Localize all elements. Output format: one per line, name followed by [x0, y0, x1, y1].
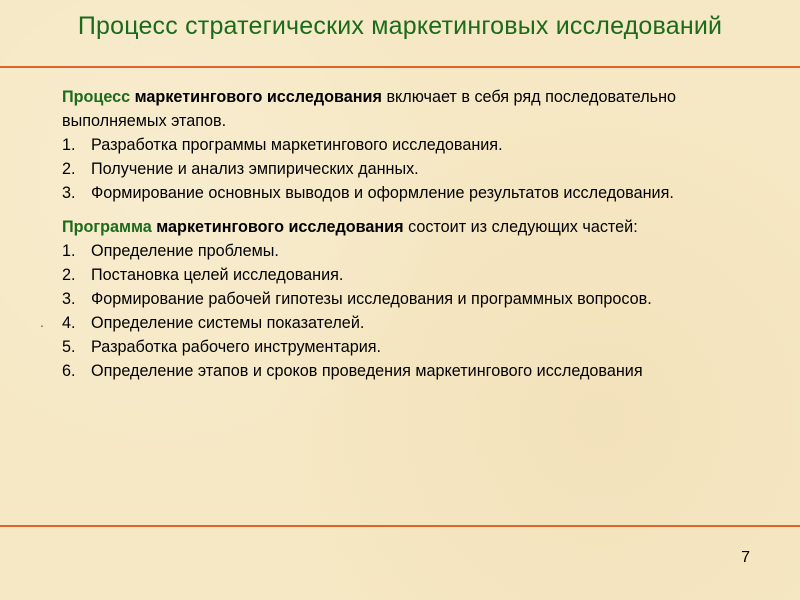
section1-intro: [62, 85, 722, 133]
section2-intro: [62, 215, 722, 239]
bottom-divider: [0, 525, 800, 527]
list-item-number: 2.: [62, 160, 76, 178]
section2-lead-bold: маркетингового исследования: [156, 218, 404, 236]
list-item: [62, 157, 722, 181]
section1-lead-rest: включает в себя ряд последовательно выполняемых этапов.: [62, 88, 677, 130]
list-item-text: Определение этапов и сроков проведения маркетингового исследования: [91, 362, 643, 380]
list-item: [62, 287, 722, 311]
stray-dot-mark: .: [40, 314, 44, 330]
list-item-text: Постановка целей исследования.: [91, 266, 344, 284]
slide-title: Процесс стратегических маркетинговых исследований: [77, 12, 723, 40]
section2-list: [62, 239, 722, 383]
list-item: [62, 239, 722, 263]
section2-lead-green: Программа: [62, 218, 152, 236]
section1-lead-green: Процесс: [62, 88, 131, 106]
list-item: [62, 359, 722, 383]
list-item-text: Разработка рабочего инструментария.: [91, 338, 382, 356]
list-item: [62, 263, 722, 287]
top-divider: [0, 66, 800, 68]
section1-list: [62, 133, 722, 205]
list-item: [62, 311, 722, 335]
list-item-text: Формирование рабочей гипотезы исследования и программных вопросов.: [91, 290, 652, 308]
list-item-number: 3.: [62, 184, 76, 202]
list-item-text: Формирование основных выводов и оформление результатов исследования.: [91, 184, 674, 202]
list-item-text: Разработка программы маркетингового исследования.: [91, 136, 503, 154]
section1-lead-bold: маркетингового исследования: [134, 88, 382, 106]
section2-lead-rest: состоит из следующих частей:: [408, 218, 638, 236]
section-spacer: [62, 205, 722, 215]
list-item-number: 1.: [62, 242, 76, 260]
list-item-text: Определение проблемы.: [91, 242, 279, 260]
page-number: 7: [741, 549, 750, 566]
list-item-number: 5.: [62, 338, 76, 356]
list-item: [62, 133, 722, 157]
slide-body: [62, 85, 722, 383]
list-item-number: 6.: [62, 362, 76, 380]
list-item-number: 4.: [62, 314, 76, 332]
list-item-number: 2.: [62, 266, 76, 284]
list-item: [62, 181, 722, 205]
list-item-text: Получение и анализ эмпирических данных.: [91, 160, 419, 178]
list-item-text: Определение системы показателей.: [91, 314, 365, 332]
list-item-number: 3.: [62, 290, 76, 308]
list-item: [62, 335, 722, 359]
list-item-number: 1.: [62, 136, 76, 154]
